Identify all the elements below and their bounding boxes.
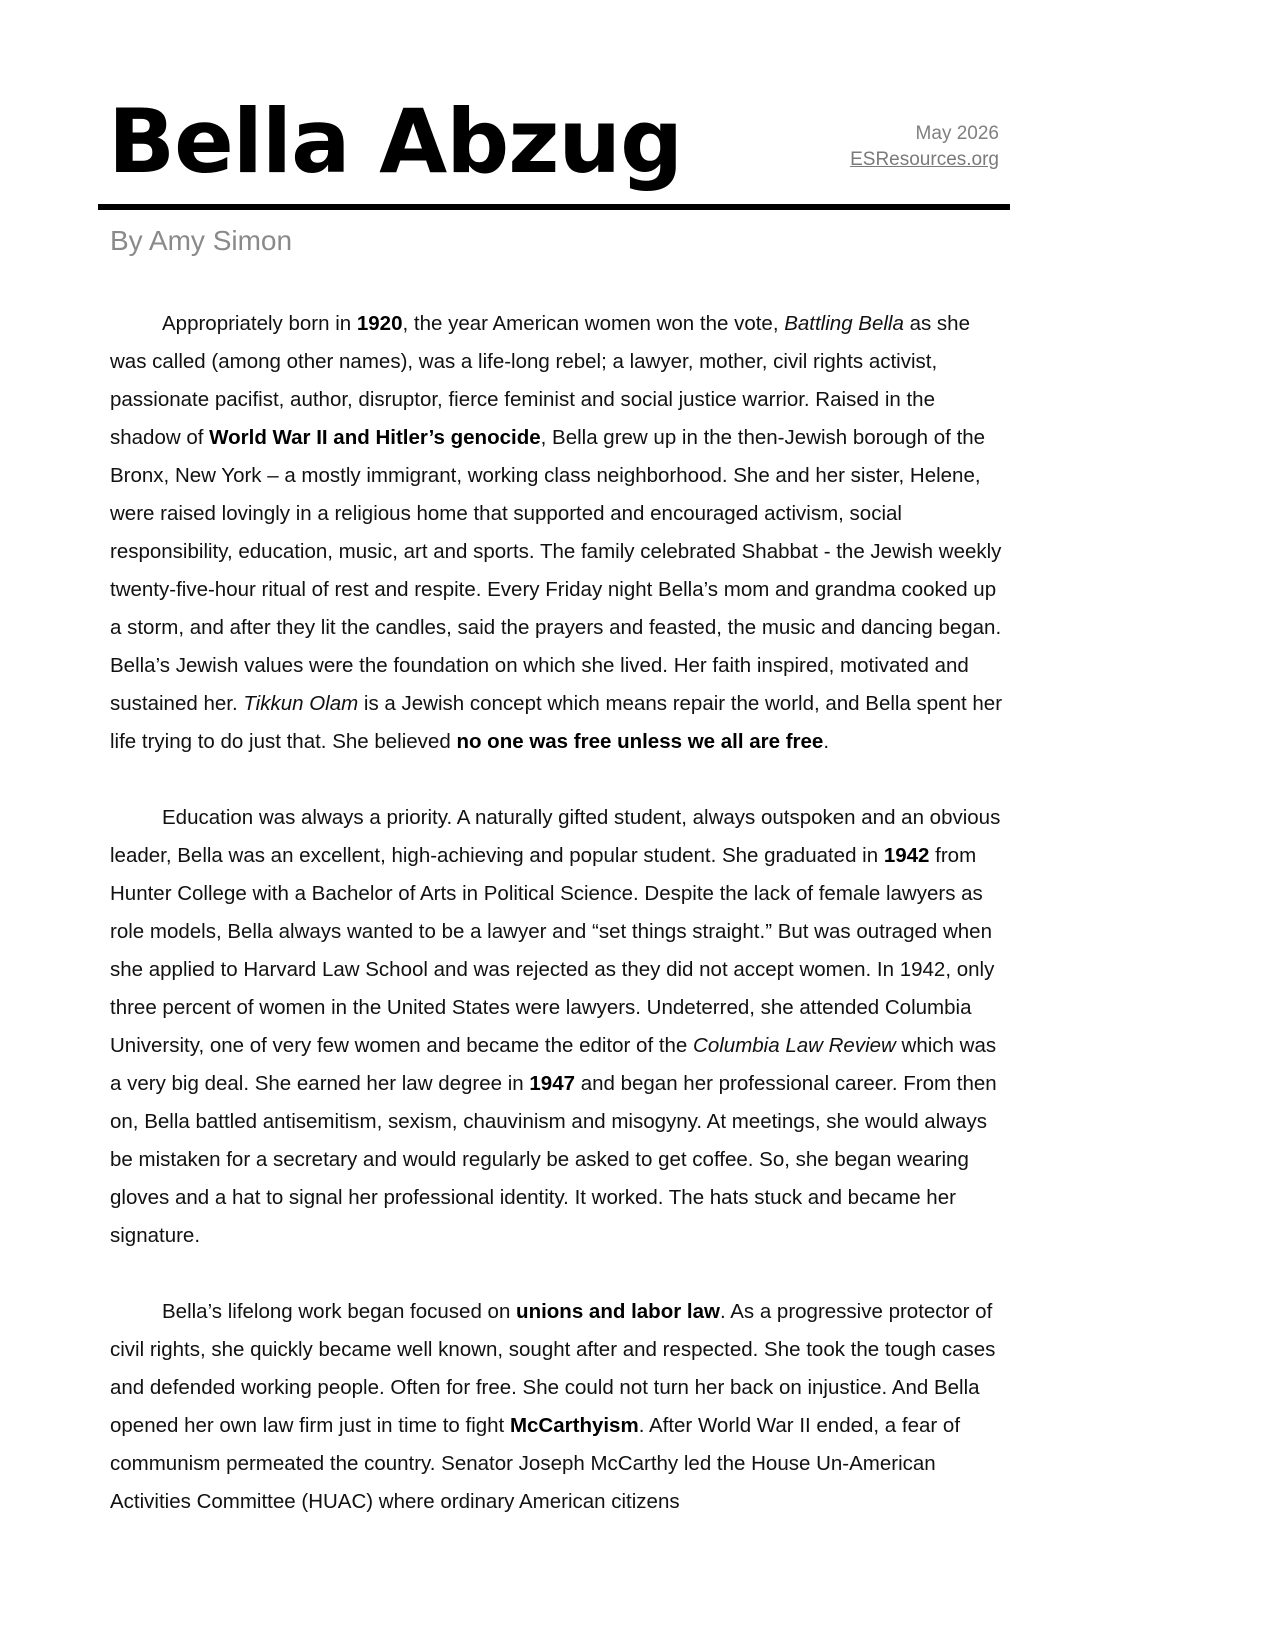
article-body (110, 305, 1010, 1559)
title-rule (98, 204, 1010, 210)
text-run: , Bella grew up in the then-Jewish borough of the Bronx, New York – a mostly immigrant, working class neighborhood. She and her sister, Helene, were raised lovingly in a religious home that supported and encouraged activism, social responsibility, education, music, art and sports. The family celebrated Shabbat - the Jewish weekly twenty-five-hour ritual of rest and respite. Every Friday night Bella’s mom and grandma cooked up a storm, and after they lit the candles, said the prayers and feasted, the music and dancing began. Bella’s Jewish values were the foundation on which she lived. Her faith inspired, motivated and sustained her. (110, 426, 1002, 715)
text-run: as she was called (among other names), was a life-long rebel; a lawyer, mother, civil rights activist, passionate pacifist, author, disruptor, fierce feminist and social justice warrior. Raised in the shadow of (110, 312, 970, 449)
text-run: , the year American women won the vote, (402, 312, 785, 335)
text-run: from Hunter College with a Bachelor of Arts in Political Science. Despite the lack of female lawyers as role models, Bella always wanted to be a lawyer and “set things straight.” But was outraged when she applied to Harvard Law School and was rejected as they did not accept women. In 1942, only three percent of women in the United States were lawyers. Undeterred, she attended Columbia University, one of very few women and became the editor of the (110, 844, 995, 1057)
emphasis-bold: McCarthyism (509, 1414, 639, 1437)
text-run: Education was always a priority. A naturally gifted student, always outspoken and an obvious leader, Bella was an excellent, high-achieving and popular student. She graduated in (110, 806, 1001, 867)
emphasis-bold: World War II and Hitler’s genocide (209, 426, 541, 449)
paragraph (110, 1293, 1010, 1521)
emphasis-italic: Tikkun Olam (243, 692, 359, 715)
site-link[interactable]: ESResources.org (850, 149, 999, 170)
emphasis-bold: 1947 (529, 1072, 575, 1095)
document-meta (850, 121, 999, 173)
emphasis-bold: 1942 (883, 844, 930, 867)
emphasis-italic: Columbia Law Review (693, 1034, 896, 1057)
emphasis-italic: Battling Bella (784, 312, 904, 335)
text-run: which was a very big deal. She earned her law degree in (110, 1034, 997, 1095)
author-byline: By Amy Simon (110, 225, 293, 256)
publish-date: May 2026 (915, 123, 999, 144)
text-run: . (823, 730, 830, 753)
paragraph (110, 305, 1010, 761)
document-title: Bella Abzug (108, 90, 683, 193)
emphasis-bold: unions and labor law (516, 1300, 720, 1323)
text-run: . After World War II ended, a fear of communism permeated the country. Senator Joseph McCarthy led the House Un-American Activities Committee (HUAC) where ordinary American citizens (110, 1414, 961, 1513)
text-run: and began her professional career. From then on, Bella battled antisemitism, sexism, chauvinism and misogyny. At meetings, she would always be mistaken for a secretary and would regularly be asked to get coffee. So, she began wearing gloves and a hat to signal her professional identity. It worked. The hats stuck and became her signature. (110, 1072, 997, 1247)
emphasis-bold: no one was free unless we all are free (456, 730, 824, 753)
paragraph (110, 799, 1010, 1255)
text-run: Appropriately born in (162, 312, 357, 335)
text-run: Bella’s lifelong work began focused on (162, 1300, 517, 1323)
text-run: . As a progressive protector of civil rights, she quickly became well known, sought after and respected. She took the tough cases and defended working people. Often for free. She could not turn her back on injustice. And Bella opened her own law firm just in time to fight (110, 1300, 996, 1437)
text-run: is a Jewish concept which means repair the world, and Bella spent her life trying to do just that. She believed (110, 692, 1003, 753)
emphasis-bold: 1920 (356, 312, 403, 335)
